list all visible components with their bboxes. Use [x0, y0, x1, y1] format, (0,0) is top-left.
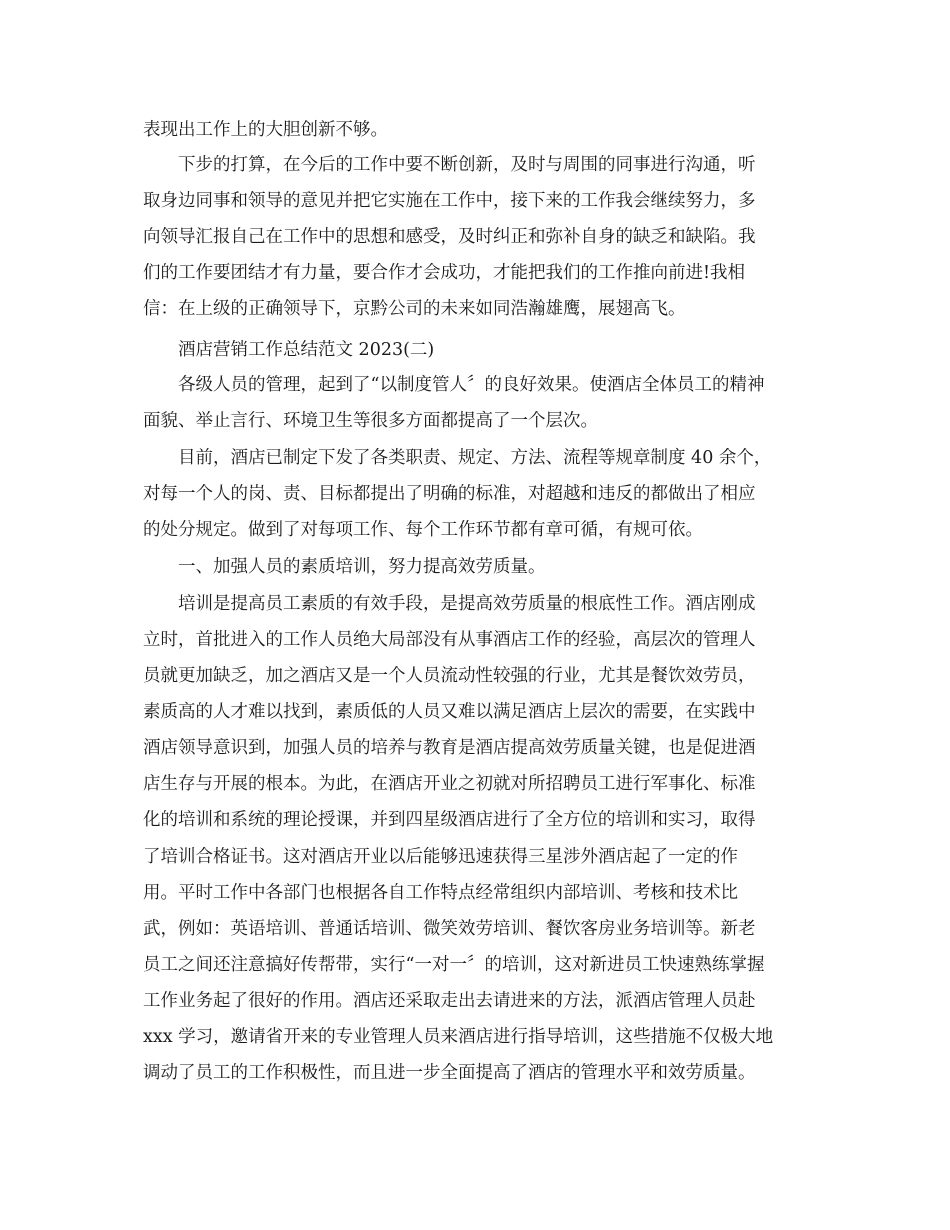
- text-line: 调动了员工的工作积极性，而且进一步全面提高了酒店的管理水平和效劳质量。: [143, 1063, 756, 1083]
- text-line: 对每一个人的岗、责、目标都提出了明确的标准，对超越和违反的都做出了相应: [143, 484, 756, 504]
- text-line: 武，例如：英语培训、普通话培训、微笑效劳培训、餐饮客房业务培训等。新老: [143, 919, 756, 939]
- paragraph-first-line: 各级人员的管理，起到了“以制度管人〞的良好效果。使酒店全体员工的精神: [178, 375, 765, 395]
- text-line: 信：在上级的正确领导下，京黔公司的未来如同浩瀚雄鹰，展翅高飞。: [143, 299, 686, 319]
- text-line: 立时，首批进入的工作人员绝大局部没有从事酒店工作的经验，高层次的管理人: [143, 630, 756, 650]
- text-line: 取身边同事和领导的意见并把它实施在工作中，接下来的工作我会继续努力，多: [143, 191, 756, 211]
- text-line: 用。平时工作中各部门也根据各自工作特点经常组织内部培训、考核和技术比: [143, 883, 738, 903]
- section-heading: 一、加强人员的素质培训，努力提高效劳质量。: [178, 557, 546, 577]
- paragraph-first-line: 下步的打算，在今后的工作中要不断创新，及时与周围的同事进行沟通，听: [178, 155, 756, 175]
- text-line: 工作业务起了很好的作用。酒店还采取走出去请进来的方法，派酒店管理人员赴: [143, 991, 756, 1011]
- text-line: 向领导汇报自己在工作中的思想和感受，及时纠正和弥补自身的缺乏和缺陷。我: [143, 227, 756, 247]
- text-line: xxx 学习，邀请省开来的专业管理人员来酒店进行指导培训，这些措施不仅极大地: [143, 1027, 774, 1047]
- text-line: 员就更加缺乏，加之酒店又是一个人员流动性较强的行业，尤其是餐饮效劳员，: [143, 666, 756, 686]
- text-line: 酒店领导意识到，加强人员的培养与教育是酒店提高效劳质量关键，也是促进酒: [143, 738, 756, 758]
- text-line: 素质高的人才难以找到，素质低的人员又难以满足酒店上层次的需要，在实践中: [143, 702, 756, 722]
- text-line: 了培训合格证书。这对酒店开业以后能够迅速获得三星涉外酒店起了一定的作: [143, 847, 738, 867]
- text-line: 表现出工作上的大胆创新不够。: [143, 120, 388, 140]
- text-line: 化的培训和系统的理论授课，并到四星级酒店进行了全方位的培训和实习，取得: [143, 810, 756, 830]
- text-line: 面貌、举止言行、环境卫生等很多方面都提高了一个层次。: [143, 411, 598, 431]
- section-heading: 酒店营销工作总结范文 2023(二): [178, 340, 435, 360]
- text-line: 员工之间还注意搞好传帮带，实行“一对一〞的培训，这对新进员工快速熟练掌握: [143, 955, 765, 975]
- text-line: 的处分规定。做到了对每项工作、每个工作环节都有章可循，有规可依。: [143, 520, 703, 540]
- text-line: 店生存与开展的根本。为此，在酒店开业之初就对所招聘员工进行军事化、标准: [143, 774, 756, 794]
- paragraph-first-line: 目前，酒店已制定下发了各类职责、规定、方法、流程等规章制度 40 余个，: [178, 448, 772, 468]
- text-line: 们的工作要团结才有力量，要合作才会成功，才能把我们的工作推向前进!我相: [143, 263, 746, 283]
- paragraph-first-line: 培训是提高员工素质的有效手段，是提高效劳质量的根底性工作。酒店刚成: [178, 594, 756, 614]
